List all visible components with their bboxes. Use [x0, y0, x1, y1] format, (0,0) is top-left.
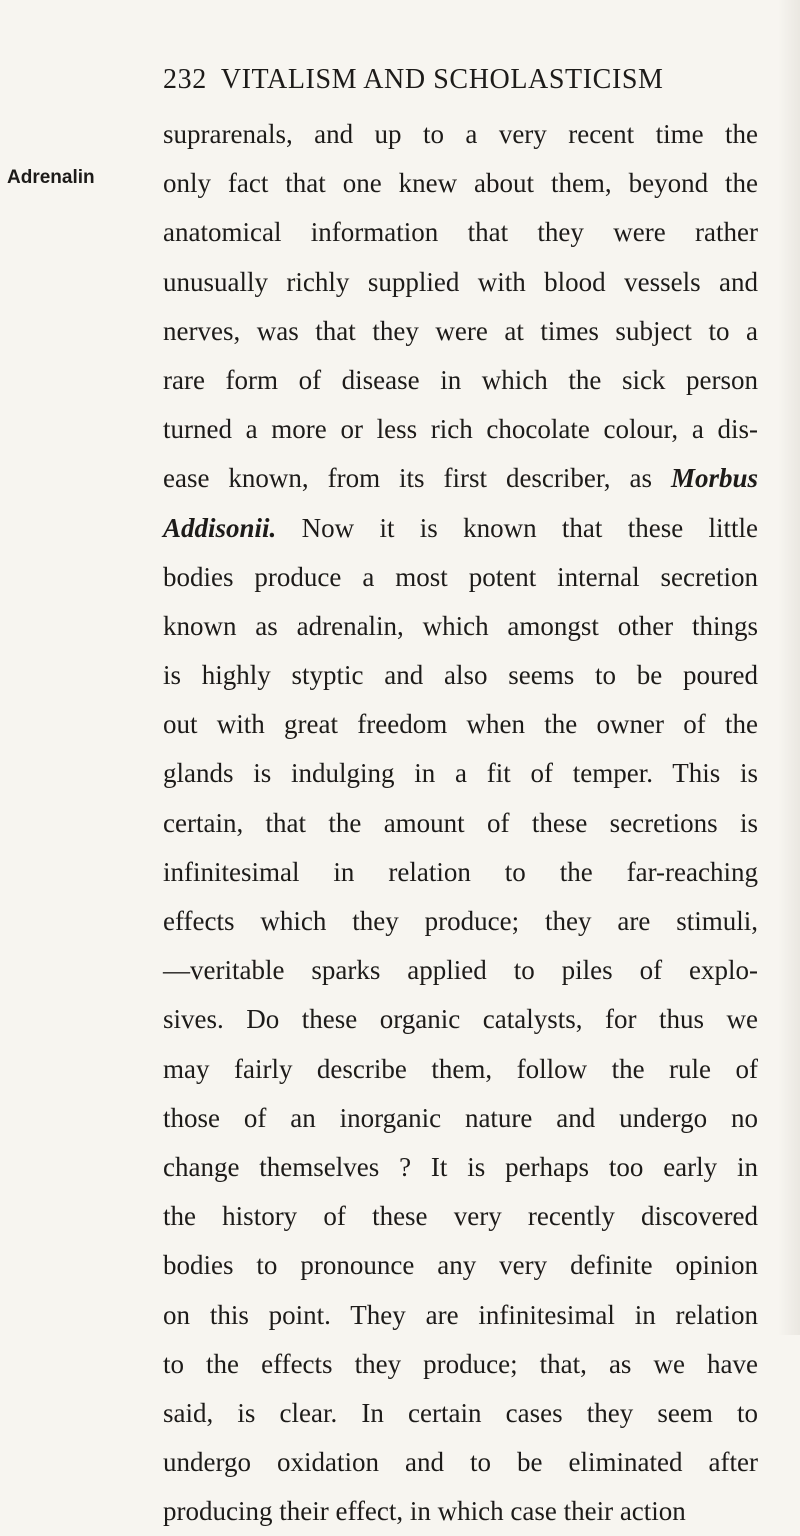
margin-note: Adrenalin	[7, 167, 95, 188]
text-line: bodies to pronounce any very definite opinion	[163, 1250, 758, 1281]
text-fragment: Now it is known that these little	[301, 512, 759, 543]
text-line: nerves, was that they were at times subject to a	[163, 315, 758, 346]
text-line: certain, that the amount of these secretions is	[163, 807, 758, 838]
text-line: change themselves ? It is perhaps too early in	[163, 1151, 758, 1182]
text-line: infinitesimal in relation to the far-reaching	[163, 856, 758, 887]
text-fragment: ease known, from its first describer, as	[163, 463, 652, 494]
text-line: —veritable sparks applied to piles of explo-	[163, 955, 758, 986]
italic-term-morbus: Morbus	[670, 463, 758, 494]
text-line: bodies produce a most potent internal secretion	[163, 561, 758, 592]
text-line: turned a more or less rich chocolate colour, a dis-	[163, 414, 758, 445]
text-line: to the effects they produce; that, as we have	[163, 1348, 758, 1379]
text-line: is highly styptic and also seems to be poured	[163, 660, 758, 691]
text-line: producing their effect, in which case their action	[163, 1496, 686, 1527]
text-line: glands is indulging in a fit of temper. This is	[163, 758, 758, 789]
text-line: undergo oxidation and to be eliminated after	[163, 1447, 758, 1478]
text-line: anatomical information that they were rather	[163, 217, 758, 248]
text-line: on this point. They are infinitesimal in relation	[163, 1299, 758, 1330]
text-line-with-italic	[163, 504, 758, 553]
italic-term-addisonii: Addisonii.	[163, 512, 277, 543]
running-title: VITALISM AND SCHOLASTICISM	[220, 64, 664, 95]
text-line: known as adrenalin, which amongst other things	[163, 610, 758, 641]
text-line: suprarenals, and up to a very recent time the	[163, 119, 758, 149]
page-number: 232	[163, 64, 207, 95]
running-header	[163, 62, 743, 98]
text-line: only fact that one knew about them, beyond the	[163, 168, 758, 199]
text-line: rare form of disease in which the sick person	[163, 364, 758, 395]
text-line: said, is clear. In certain cases they seem to	[163, 1397, 758, 1428]
text-line-with-italic	[163, 454, 758, 503]
text-line: unusually richly supplied with blood vessels and	[163, 266, 758, 297]
text-line: the history of these very recently discovered	[163, 1201, 758, 1232]
page-edge-shadow	[778, 0, 800, 1335]
text-line: may fairly describe them, follow the rule of	[163, 1053, 758, 1084]
text-line: sives. Do these organic catalysts, for thus we	[163, 1004, 758, 1035]
body-text	[163, 110, 758, 1536]
text-line: those of an inorganic nature and undergo no	[163, 1102, 758, 1133]
text-line: effects which they produce; they are stimuli,	[163, 906, 758, 936]
text-line: out with great freedom when the owner of the	[163, 709, 758, 740]
